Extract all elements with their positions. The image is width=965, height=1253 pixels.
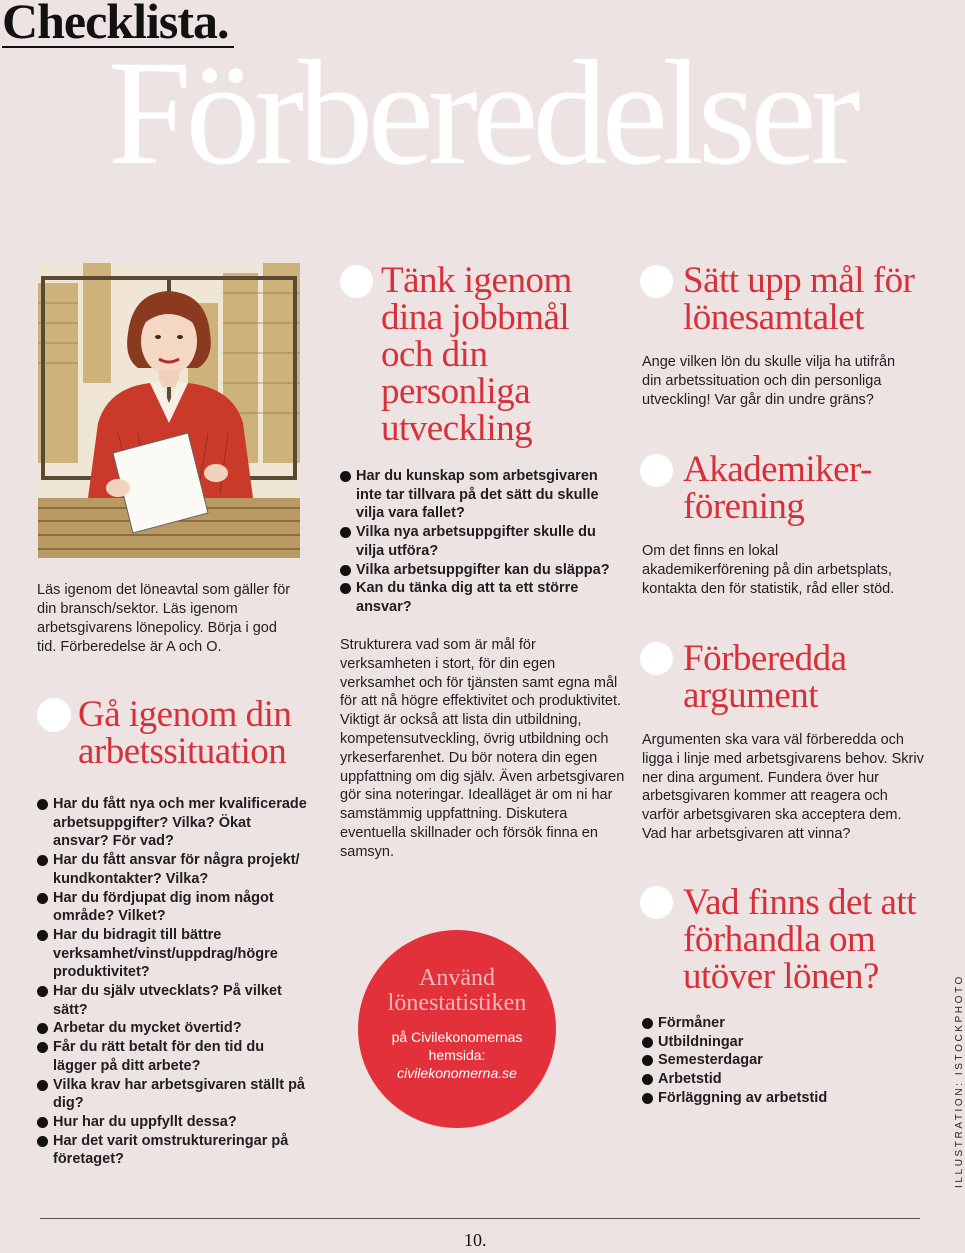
checklist-item: Utbildningar xyxy=(642,1033,902,1052)
heading-line: utveckling xyxy=(381,408,533,449)
union-body: Om det finns en lokal akademikerförening på din arbetsplats, kontakta den för statistik, råd eller stöd. xyxy=(642,543,895,597)
callout-title-line: lönestatistiken xyxy=(387,990,527,1016)
callout-text-line: hemsida: xyxy=(428,1047,486,1063)
checklist-item: Har du själv utvecklats? På vilket sätt? xyxy=(37,982,307,1019)
bullet-dot-icon xyxy=(640,265,673,298)
heading-line: Gå igenom din xyxy=(78,694,292,735)
checklist-item: Förmåner xyxy=(642,1014,902,1033)
bullet-dot-icon xyxy=(640,886,673,919)
heading-line: dina jobbmål xyxy=(381,297,570,338)
heading-line: utöver lönen? xyxy=(683,956,879,997)
development-body: Strukturera vad som är mål för verksamheten i stort, för din egen verksamhet och för tjänsten samt egna mål för att nå högre effektivitet och produktivitet. Viktigt är också att lista din utbildning, kompetensutveckling, övrig utbildning och yrkeserfarenhet. Du bör notera din egen uppfattning om dig själv. Även arbetsgivaren gör sina noteringar. Idealläget är om ni har samstämmig uppfattning. Diskutera eventuella skillnader och försök finna en samsyn. xyxy=(340,637,625,860)
checklist-item: Får du rätt betalt för den tid du lägger på ditt arbete? xyxy=(37,1038,307,1075)
bullet-dot-icon xyxy=(640,454,673,487)
bullet-dot-icon xyxy=(37,698,71,732)
statistics-callout xyxy=(358,930,556,1128)
checklist-item: Kan du tänka dig att ta ett större ansvar? xyxy=(340,579,625,616)
checklist-item: Arbetar du mycket övertid? xyxy=(37,1019,307,1038)
page-title: Förberedelser xyxy=(108,30,855,196)
situation-checklist xyxy=(37,795,307,1169)
heading-line: Tänk igenom xyxy=(381,260,572,301)
heading-line: och din xyxy=(381,334,488,375)
heading-line: Vad finns det att xyxy=(683,882,916,923)
bullet-dot-icon xyxy=(340,265,373,298)
heading-line: arbetssituation xyxy=(78,731,287,772)
illustration-credit: ILLUSTRATION: ISTOCKPHOTO xyxy=(954,974,965,1188)
development-checklist xyxy=(340,467,625,617)
checklist-item: Vilka nya arbetsuppgifter skulle du vilja utföra? xyxy=(340,523,625,560)
intro-text: Läs igenom det löneavtal som gäller för din bransch/sektor. Läs igenom arbetsgivarens lönepolicy. Börja i god tid. Förberedelse är A och O. xyxy=(37,582,291,655)
checklist-item: Har du bidragit till bättre verksamhet/vinst/uppdrag/högre produktivitet? xyxy=(37,926,307,982)
checklist-item: Vilka krav har arbetsgivaren ställt på dig? xyxy=(37,1076,307,1113)
checklist-item: Semesterdagar xyxy=(642,1051,902,1070)
heading-line: lönesamtalet xyxy=(683,297,864,338)
negotiate-checklist xyxy=(642,1014,902,1108)
goals-body: Ange vilken lön du skulle vilja ha utifrån din arbetssituation och din personliga utveckling! Var går din undre gräns? xyxy=(642,354,896,408)
heading-line: förhandla om xyxy=(683,919,876,960)
heading-line: personliga xyxy=(381,371,531,412)
callout-title-line: Använd xyxy=(419,965,495,991)
checklist-kicker: Checklista. xyxy=(2,0,229,49)
checklist-item: Har du fått ansvar för några projekt/ kundkontakter? Vilka? xyxy=(37,851,307,888)
heading-line: argument xyxy=(683,675,819,716)
callout-link[interactable]: civilekonomerna.se xyxy=(397,1065,517,1081)
checklist-item: Hur har du uppfyllt dessa? xyxy=(37,1113,307,1132)
heading-line: Sätt upp mål för xyxy=(683,260,915,301)
footer-rule xyxy=(40,1218,920,1219)
checklist-item: Vilka arbetsuppgifter kan du släppa? xyxy=(340,561,625,580)
checklist-item: Har du fördjupat dig inom något område? Vilket? xyxy=(37,889,307,926)
page-number: 10. xyxy=(464,1230,487,1250)
illustration-woman-with-paper xyxy=(38,263,300,558)
heading-line: Akademiker- xyxy=(683,449,872,490)
checklist-item: Förläggning av arbetstid xyxy=(642,1089,902,1108)
checklist-item: Arbetstid xyxy=(642,1070,902,1089)
bullet-dot-icon xyxy=(640,642,673,675)
checklist-item: Har det varit omstruktureringar på företaget? xyxy=(37,1132,307,1169)
checklist-item: Har du fått nya och mer kvalificerade arbetsuppgifter? Vilka? Ökat ansvar? För vad? xyxy=(37,795,307,851)
arguments-body: Argumenten ska vara väl förberedda och ligga i linje med arbetsgivarens behov. Skriv ner dina argument. Fundera över hur arbetsgivaren kommer att reagera och varför arbetsgivaren ska acceptera dem. Vad har arbetsgivaren att vinna? xyxy=(642,732,924,842)
heading-line: förening xyxy=(683,486,805,527)
callout-text-line: på Civilekonomernas xyxy=(391,1029,523,1045)
heading-line: Förberedda xyxy=(683,638,847,679)
checklist-item: Har du kunskap som arbetsgivaren inte tar tillvara på det sätt du skulle vilja vara fallet? xyxy=(340,467,625,523)
